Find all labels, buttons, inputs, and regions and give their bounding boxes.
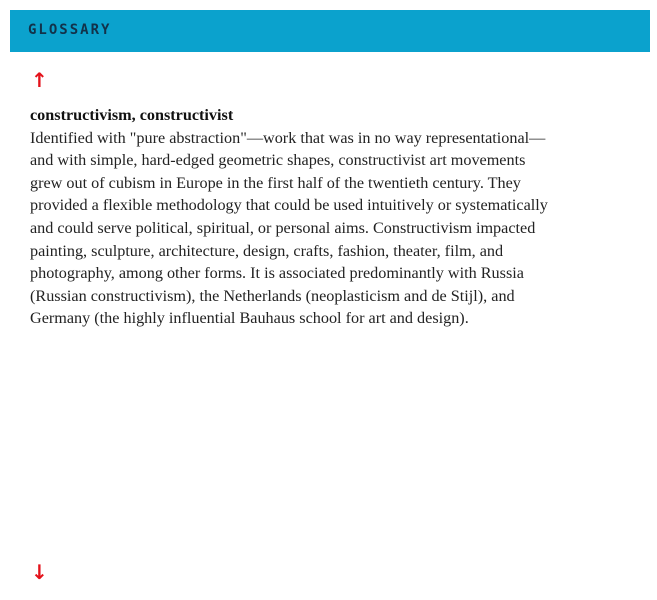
glossary-header xyxy=(10,10,650,52)
arrow-up-icon[interactable]: ↑ xyxy=(31,68,48,92)
definition-line: Germany (the highly influential Bauhaus school for art and design). xyxy=(30,309,469,328)
definition-line: photography, among other forms. It is associated predominantly with Russia xyxy=(30,264,524,283)
definition-line: and with simple, hard-edged geometric shapes, constructivist art movements xyxy=(30,151,526,170)
definition-line: and could serve political, spiritual, or personal aims. Constructivism impacted xyxy=(30,218,536,237)
definition-line: provided a flexible methodology that could be used intuitively or systematically xyxy=(30,196,548,215)
definition-line: grew out of cubism in Europe in the first half of the twentieth century. They xyxy=(30,173,521,192)
definition-line: (Russian constructivism), the Netherlands (neoplasticism and de Stijl), and xyxy=(30,286,515,305)
definition-line: Identified with "pure abstraction"—work that was in no way representational— xyxy=(30,128,546,147)
glossary-entry xyxy=(30,104,650,330)
header-title: GLOSSARY xyxy=(28,22,112,38)
entry-term: constructivism, constructivist xyxy=(30,106,234,124)
definition-line: painting, sculpture, architecture, design, crafts, fashion, theater, film, and xyxy=(30,241,504,260)
arrow-down-icon[interactable]: ↓ xyxy=(31,560,48,584)
